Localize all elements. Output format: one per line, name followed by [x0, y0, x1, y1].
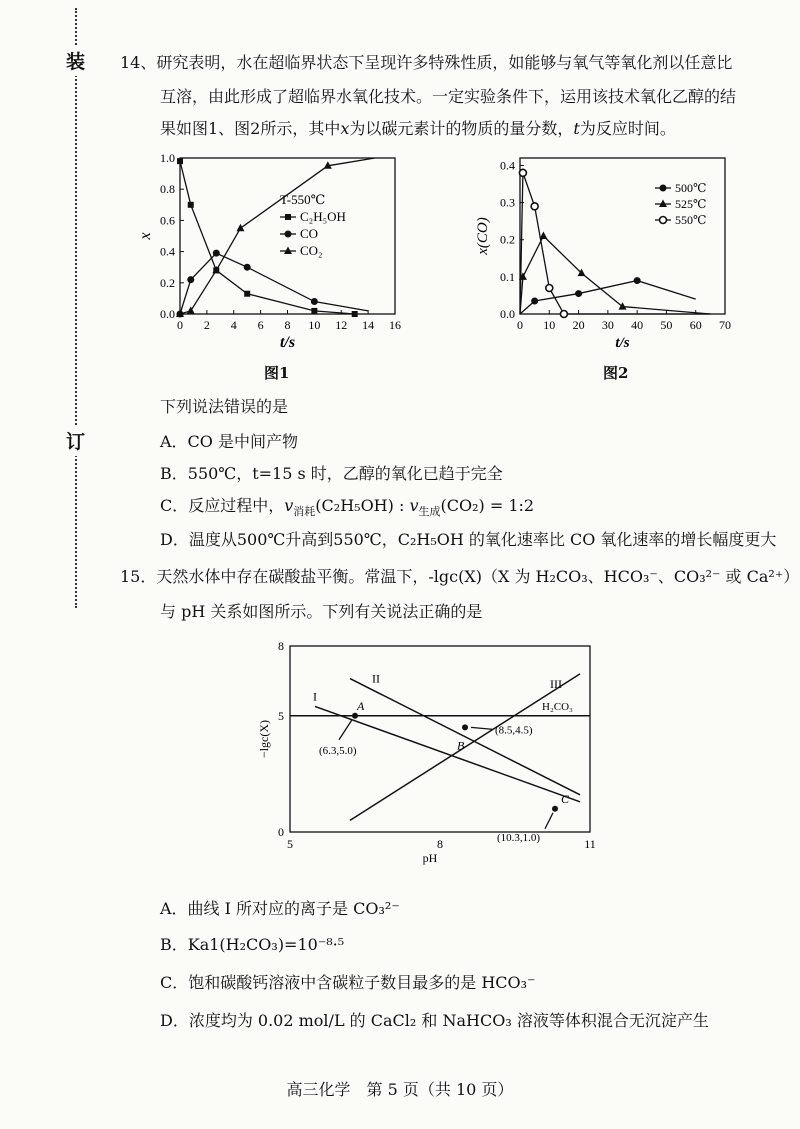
- figure-2-caption: 图2: [603, 364, 629, 382]
- x-tick-label: 5: [287, 837, 293, 851]
- q15-line1: 15．天然水体中存在碳酸盐平衡。常温下，-lgc(X)（X 为 H₂CO₃、HCO₃⁻、CO₃²⁻ 或 Ca²⁺）: [120, 567, 800, 586]
- data-point: [560, 311, 567, 318]
- series-line-1: [520, 236, 710, 314]
- q14-option-c-sub1: 消耗: [293, 505, 316, 519]
- y-tick-label: 5: [278, 708, 284, 723]
- data-point: [634, 277, 641, 284]
- x-tick-label: 8: [437, 837, 443, 851]
- y-tick-label: 0.2: [160, 275, 175, 290]
- data-point: [619, 302, 627, 310]
- data-point: [531, 298, 538, 305]
- y-tick-label: 0.6: [160, 213, 175, 228]
- y-tick-label: 1.0: [160, 151, 175, 165]
- x-tick-label: 4: [230, 318, 237, 332]
- x-tick-label: 10: [308, 318, 321, 332]
- figure-1-chart: [137, 148, 410, 358]
- q14-option-c-mid: (C₂H₅OH) :: [315, 496, 410, 515]
- y-tick-label: 0.0: [160, 307, 175, 321]
- legend-marker: [659, 200, 667, 208]
- x-tick-label: 6: [257, 318, 264, 332]
- x-tick-label: 0: [517, 318, 523, 332]
- curve-label: III: [550, 676, 562, 691]
- y-tick-label: 0: [278, 825, 284, 839]
- q14-option-c-v2: v: [409, 496, 419, 515]
- point-label: C: [561, 791, 570, 806]
- data-point: [213, 250, 220, 257]
- page-footer: 高三化学 第 5 页（共 10 页）: [286, 1080, 514, 1099]
- x-tick-label: 20: [572, 318, 585, 332]
- data-point: [575, 290, 582, 297]
- y-tick-label: 0.4: [160, 244, 175, 259]
- point-annotation: (8.5,4.5): [495, 724, 533, 737]
- data-point: [236, 224, 244, 232]
- data-point: [519, 169, 526, 176]
- x-axis-label: pH: [422, 851, 438, 865]
- y-axis-label: x(CO): [475, 217, 491, 255]
- annotation-arrow: [471, 727, 493, 729]
- binding-char-top: 装: [66, 45, 85, 76]
- x-axis-label: t/s: [279, 334, 296, 351]
- series-line-0: [180, 161, 355, 314]
- x-tick-label: 10: [543, 318, 556, 332]
- legend-entry: CO₂: [300, 243, 323, 258]
- q15-option-c: C．饱和碳酸钙溶液中含碳粒子数目最多的是 HCO₃⁻: [160, 973, 536, 992]
- q14-option-b: B．550℃，t=15 s 时，乙醇的氧化已趋于完全: [160, 464, 503, 483]
- data-point: [244, 291, 250, 297]
- legend-entry: 550℃: [675, 213, 707, 227]
- x-tick-label: 14: [362, 318, 375, 332]
- legend-marker: [285, 214, 291, 220]
- binding-margin-line: [75, 8, 77, 608]
- q14-line3a: 果如图1、图2所示，其中: [160, 119, 341, 138]
- binding-char-mid: 订: [66, 425, 85, 456]
- legend-title: T-550℃: [280, 192, 326, 207]
- data-point: [311, 298, 318, 305]
- y-axis-label: −lgc(X): [257, 719, 271, 759]
- q14-var-t: t: [573, 119, 580, 138]
- data-point: [187, 276, 194, 283]
- y-tick-label: 0.3: [500, 195, 515, 210]
- q14-option-c-pre: C．反应过程中，: [160, 496, 285, 515]
- marked-point: [462, 724, 468, 730]
- x-tick-label: 60: [689, 318, 702, 332]
- q14-option-c-v1: v: [284, 496, 294, 515]
- x-tick-label: 0: [177, 318, 183, 332]
- annotation-arrow: [339, 720, 352, 740]
- legend-marker: [285, 231, 292, 238]
- annotation-arrow: [545, 813, 553, 829]
- data-point: [531, 203, 538, 210]
- x-tick-label: 50: [660, 318, 673, 332]
- q14-option-c-sub2: 生成: [418, 505, 441, 519]
- y-axis-label: x: [137, 232, 154, 240]
- data-point: [546, 285, 553, 292]
- q14-line2: 互溶，由此形成了超临界水氧化技术。一定实验条件下，运用该技术氧化乙醇的结: [160, 87, 737, 106]
- legend-entry: 500℃: [675, 181, 707, 195]
- q14-option-c-end: (CO₂) = 1:2: [440, 496, 535, 515]
- y-tick-label: 0.1: [500, 269, 515, 284]
- data-point: [177, 158, 183, 164]
- y-tick-label: 0.8: [160, 182, 175, 197]
- figure-1-caption: 图1: [264, 364, 290, 382]
- q15-option-a: A．曲线 I 所对应的离子是 CO₃²⁻: [160, 899, 400, 918]
- q15-option-b: B．Ka1(H₂CO₃)=10⁻⁸·⁵: [160, 935, 345, 954]
- curve-label: I: [313, 689, 317, 704]
- legend-marker: [660, 217, 667, 224]
- point-label: B: [457, 738, 465, 753]
- q14-option-d: D．温度从500℃升高到550℃，C₂H₅OH 的氧化速率比 CO 氧化速率的增长幅度更大: [160, 530, 777, 549]
- q14-var-x: x: [340, 119, 350, 138]
- marked-point: [352, 713, 358, 719]
- y-tick-label: 0.4: [500, 158, 515, 173]
- legend-entry: C₂H₅OH: [300, 209, 346, 224]
- y-tick-label: 0.0: [500, 307, 515, 321]
- x-tick-label: 16: [389, 318, 401, 332]
- point-annotation: (10.3,1.0): [497, 831, 541, 844]
- q14-line1-text: 研究表明，水在超临界状态下呈现许多特殊性质，如能够与氧气等氧化剂以任意比: [156, 53, 733, 72]
- curve-label: H₂CO₃: [542, 700, 573, 713]
- q15-option-d: D．浓度均为 0.02 mol/L 的 CaCl₂ 和 NaHCO₃ 溶液等体积混合无沉淀产生: [160, 1011, 709, 1030]
- legend-marker: [284, 247, 292, 255]
- data-point: [188, 202, 194, 208]
- q14-number: 14、: [120, 53, 157, 72]
- q14-prompt: 下列说法错误的是: [160, 397, 289, 416]
- marked-point: [552, 806, 558, 812]
- q14-option-c: [160, 495, 534, 523]
- data-point: [311, 308, 317, 314]
- x-tick-label: 8: [284, 318, 291, 332]
- q15-line2: 与 pH 关系如图所示。下列有关说法正确的是: [160, 602, 483, 621]
- series-line-2: [180, 158, 375, 314]
- point-annotation: (6.3,5.0): [319, 744, 357, 757]
- y-tick-label: 0.2: [500, 232, 515, 247]
- figure-3-chart: [250, 632, 610, 872]
- x-tick-label: 12: [335, 318, 348, 332]
- x-tick-label: 40: [631, 318, 644, 332]
- q14-line1: [120, 52, 732, 74]
- data-point: [244, 264, 251, 271]
- x-tick-label: 30: [601, 318, 614, 332]
- plot-frame: [290, 646, 590, 832]
- q14-line3c: 为反应时间。: [579, 119, 676, 138]
- curve-label: II: [372, 671, 380, 686]
- x-axis-label: t/s: [615, 335, 630, 351]
- y-tick-label: 8: [278, 639, 284, 653]
- q14-line3: [160, 118, 676, 140]
- legend-entry: 525℃: [675, 197, 707, 211]
- x-tick-label: 11: [584, 837, 596, 851]
- x-tick-label: 2: [203, 318, 210, 332]
- legend-marker: [660, 185, 667, 192]
- q14-option-a: A．CO 是中间产物: [160, 432, 299, 451]
- x-tick-label: 70: [719, 318, 731, 332]
- figure-2-chart: [475, 148, 740, 358]
- point-label: A: [357, 698, 365, 713]
- legend-entry: CO: [300, 226, 319, 241]
- data-point: [352, 311, 358, 317]
- q14-line3b: 为以碳元素计的物质的量分数，: [349, 119, 574, 138]
